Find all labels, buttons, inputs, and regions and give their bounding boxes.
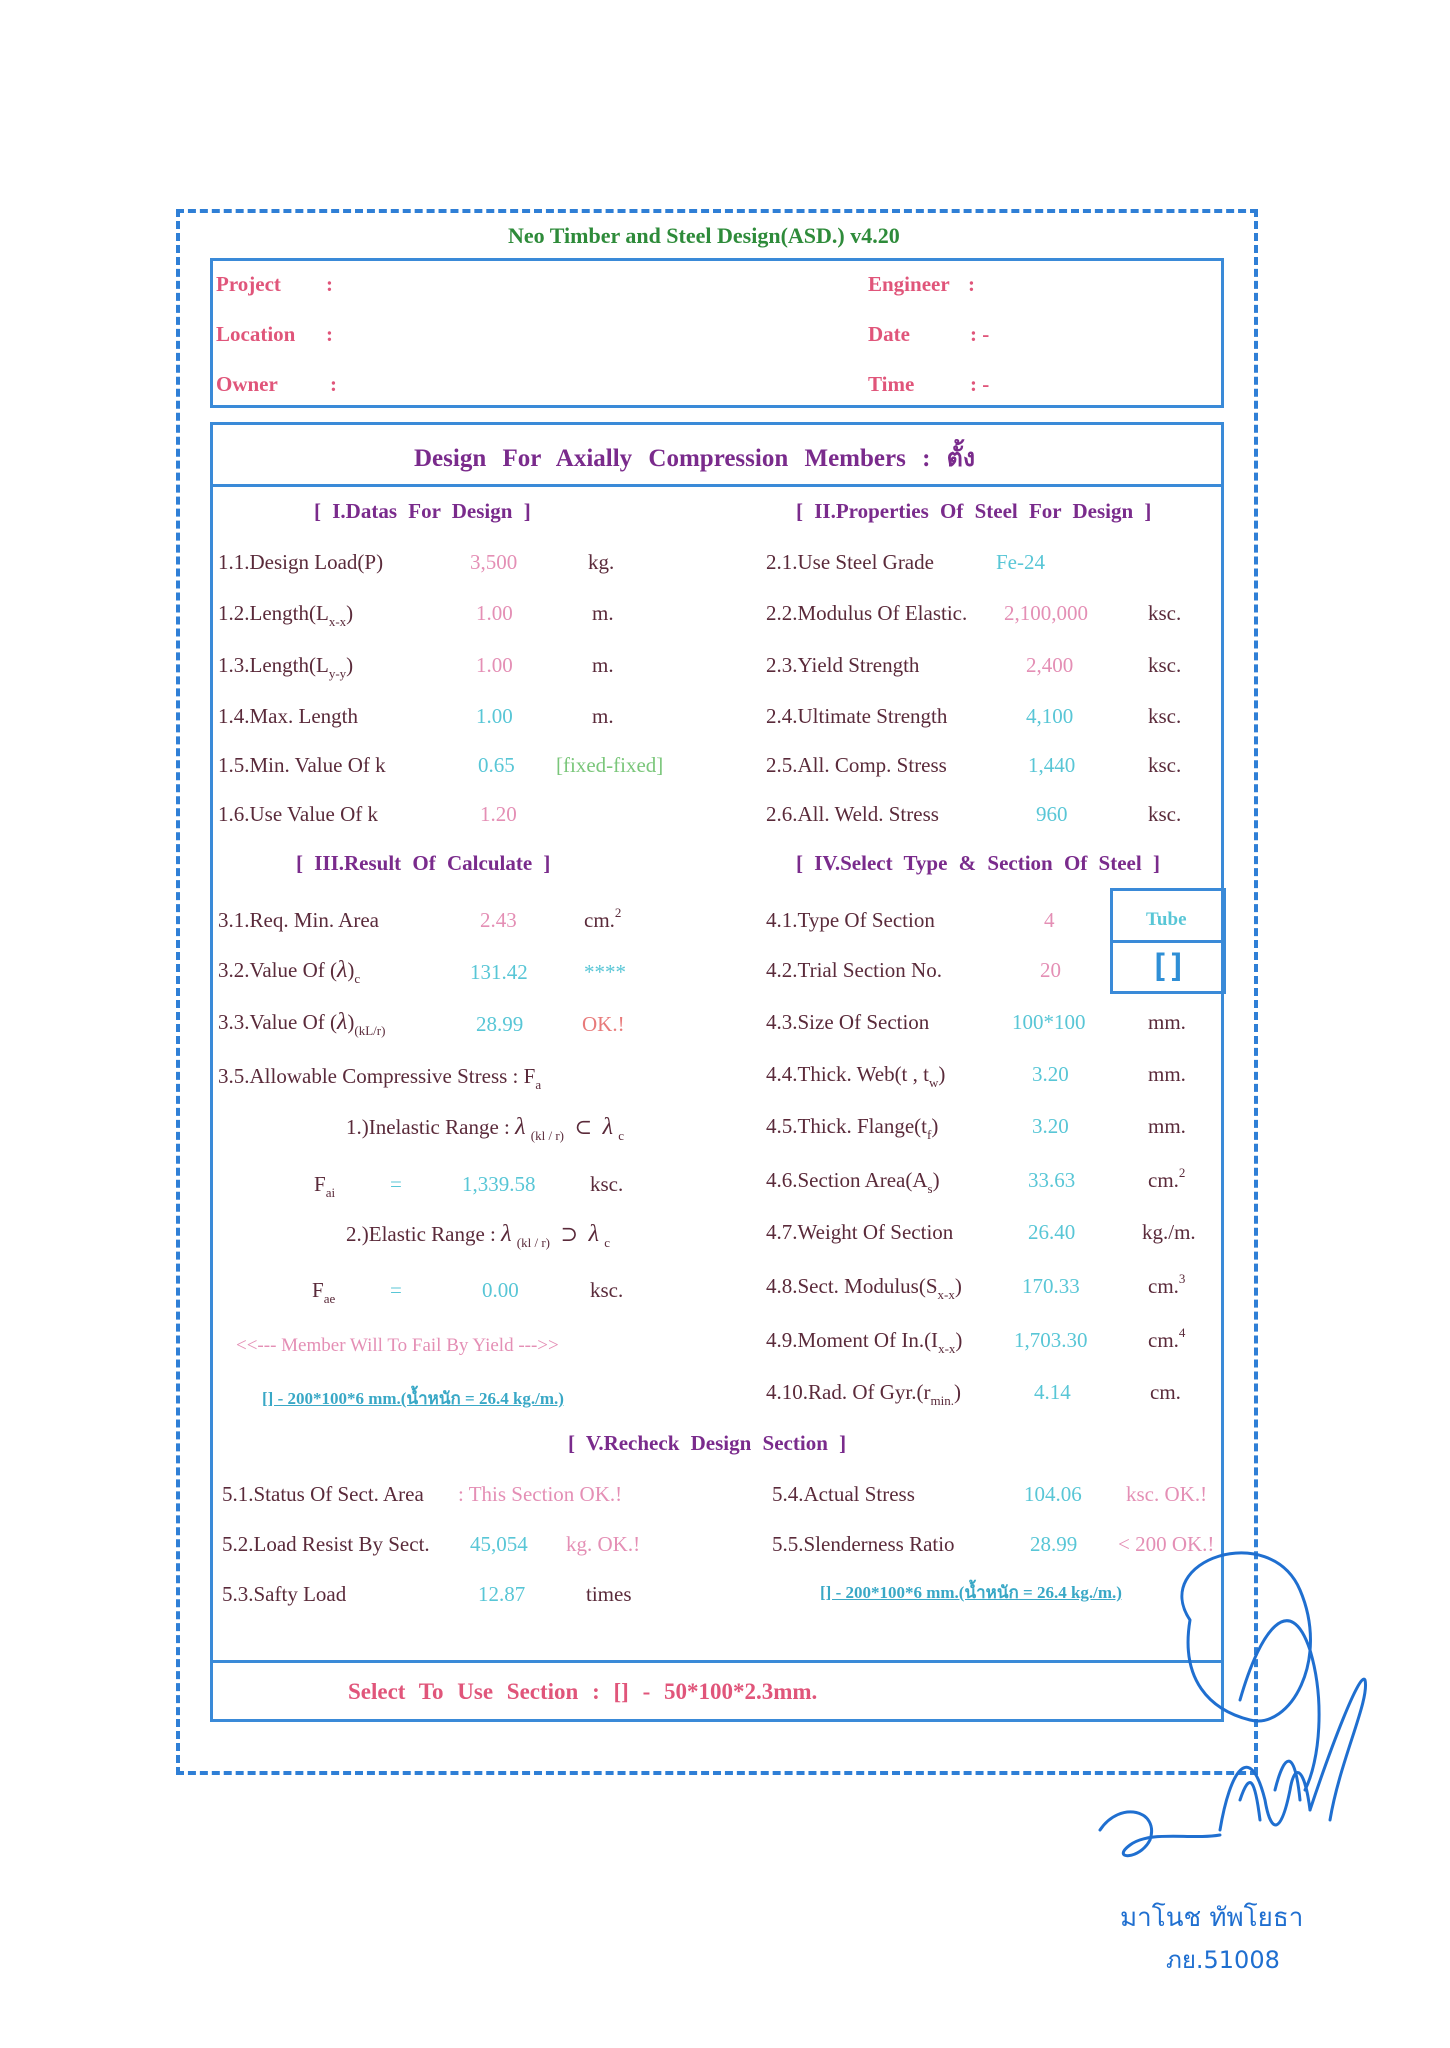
radius-gyration-value: 4.14 bbox=[1034, 1380, 1071, 1404]
signer-license: ภย.51008 bbox=[1166, 1946, 1280, 1974]
signer-name: มาโนช ทัพโยธา bbox=[1120, 1903, 1304, 1933]
tube-section-icon: [] bbox=[1150, 947, 1185, 985]
slenderness-value: 28.99 bbox=[1030, 1532, 1078, 1556]
lambda-klr-value: 28.99 bbox=[476, 1012, 524, 1036]
elastic-range-label: 2.)Elastic Range : λ $_{(kl / r)}$ ⊃ λ $_c$ bbox=[346, 1221, 611, 1250]
length-yy-unit: m. bbox=[592, 653, 614, 677]
fai-unit: ksc. bbox=[590, 1172, 624, 1196]
safety-load-label: 5.3.Safty Load bbox=[222, 1582, 347, 1606]
trial-section-value: 20 bbox=[1040, 958, 1061, 982]
thick-web-label: 4.4.Thick. Web(t , $t_w$) bbox=[766, 1062, 946, 1090]
size-of-section-value: 100*100 bbox=[1012, 1010, 1086, 1034]
sect-modulus-label: 4.8.Sect. $Modulus(S_{x-x})$ bbox=[766, 1274, 962, 1302]
type-of-section-label: 4.1.Type Of Section bbox=[766, 908, 935, 932]
weld-stress-unit: ksc. bbox=[1148, 802, 1182, 826]
steel-grade-label: 2.1.Use Steel Grade bbox=[766, 550, 934, 574]
length-yy-label: $1.3.Length(L_{y-y})$ bbox=[218, 653, 354, 681]
trial-section-label: 4.2.Trial Section No. bbox=[766, 958, 942, 982]
section-type-name: Tube bbox=[1146, 909, 1187, 930]
location-sep: : bbox=[326, 322, 333, 346]
safety-load-value: 12.87 bbox=[478, 1582, 526, 1606]
yield-strength-value: 2,400 bbox=[1026, 653, 1074, 677]
section-area-label: 4.6.Section $Area(A_s)$ bbox=[766, 1168, 940, 1196]
size-of-section-label: 4.3.Size Of Section bbox=[766, 1010, 930, 1034]
fae-eq: = bbox=[390, 1278, 402, 1302]
thick-web-unit: mm. bbox=[1148, 1062, 1186, 1086]
result-section-link[interactable]: [] - 200*100*6 mm.(น้ำหนัก = 26.4 kg./m.) bbox=[262, 1389, 564, 1408]
max-length-unit: m. bbox=[592, 704, 614, 728]
select-section-line: Select To Use Section : [] - 50*100*2.3mm. bbox=[348, 1679, 818, 1704]
fae-label: $F_{ae}$ bbox=[312, 1278, 336, 1306]
load-resist-unit: kg. OK.! bbox=[566, 1532, 641, 1556]
fai-label: $F_{ai}$ bbox=[314, 1172, 336, 1200]
radius-gyration-unit: cm. bbox=[1150, 1380, 1181, 1404]
fail-message: <<--- Member Will To Fail By Yield --->> bbox=[236, 1335, 559, 1356]
fai-value: 1,339.58 bbox=[462, 1172, 536, 1196]
min-k-value: 0.65 bbox=[478, 753, 515, 777]
section-datas-heading: [ I.Datas For Design ] bbox=[314, 499, 531, 523]
min-k-note: [fixed-fixed] bbox=[556, 753, 664, 777]
status-area-value: : This Section OK.! bbox=[458, 1482, 623, 1506]
moment-inertia-unit: cm.$^4$ bbox=[1148, 1325, 1186, 1352]
weld-stress-label: 2.6.All. Weld. Stress bbox=[766, 802, 939, 826]
header-box bbox=[210, 258, 1224, 408]
design-load-label: 1.1.Design Load(P) bbox=[218, 550, 384, 574]
app-title: Neo Timber and Steel Design(ASD.) v4.20 bbox=[508, 223, 900, 248]
lambda-c-label: 3.2.Value Of $(\lambda)_c$ bbox=[218, 957, 361, 986]
modulus-unit: ksc. bbox=[1148, 601, 1182, 625]
thick-flange-value: 3.20 bbox=[1032, 1114, 1069, 1138]
req-min-area-label: 3.1.Req. Min. Area bbox=[218, 908, 379, 932]
size-of-section-unit: mm. bbox=[1148, 1010, 1186, 1034]
recheck-section-link[interactable]: [] - 200*100*6 mm.(น้ำหนัก = 26.4 kg./m.) bbox=[820, 1583, 1122, 1602]
moment-inertia-label: 4.9.Moment Of $In.(I_{x-x})$ bbox=[766, 1328, 963, 1356]
length-xx-label: $1.2.Length(L_{x-x})$ bbox=[218, 601, 354, 629]
owner-sep: : bbox=[330, 372, 337, 396]
design-load-value: 3,500 bbox=[470, 550, 518, 574]
date-label: Date bbox=[868, 322, 910, 346]
sect-modulus-value: 170.33 bbox=[1022, 1274, 1080, 1298]
weight-of-section-value: 26.40 bbox=[1028, 1220, 1076, 1244]
max-length-value: 1.00 bbox=[476, 704, 513, 728]
moment-inertia-value: 1,703.30 bbox=[1014, 1328, 1088, 1352]
fae-unit: ksc. bbox=[590, 1278, 624, 1302]
status-area-label: 5.1.Status Of Sect. Area bbox=[222, 1482, 424, 1506]
length-yy-value: 1.00 bbox=[476, 653, 513, 677]
engineer-sep: : bbox=[968, 272, 975, 296]
weld-stress-value: 960 bbox=[1036, 802, 1068, 826]
fae-value: 0.00 bbox=[482, 1278, 519, 1302]
actual-stress-status: ksc. OK.! bbox=[1126, 1482, 1208, 1506]
ultimate-strength-label: 2.4.Ultimate Strength bbox=[766, 704, 948, 728]
inelastic-range-label: 1.)Inelastic Range : λ $_{(kl / r)}$ ⊂ λ $_c$ bbox=[346, 1114, 625, 1143]
design-title: Design For Axially Compression Members : ตั้ง bbox=[414, 445, 976, 472]
time-value: : - bbox=[970, 372, 990, 396]
date-value: : - bbox=[970, 322, 990, 346]
steel-grade-value: Fe-24 bbox=[996, 550, 1045, 574]
length-xx-value: 1.00 bbox=[476, 601, 513, 625]
section-result-heading: [ III.Result Of Calculate ] bbox=[296, 851, 551, 875]
location-label: Location bbox=[216, 322, 296, 346]
req-min-area-unit: cm.$^2$ bbox=[584, 905, 622, 932]
section-area-unit: cm.$^2$ bbox=[1148, 1165, 1186, 1192]
actual-stress-label: 5.4.Actual Stress bbox=[772, 1482, 915, 1506]
thick-flange-label: 4.5.Thick. $Flange(t_f)$ bbox=[766, 1114, 939, 1142]
ultimate-strength-value: 4,100 bbox=[1026, 704, 1074, 728]
title-divider bbox=[210, 484, 1224, 487]
safety-load-unit: times bbox=[586, 1582, 632, 1606]
thick-flange-unit: mm. bbox=[1148, 1114, 1186, 1138]
length-xx-unit: m. bbox=[592, 601, 614, 625]
section-area-value: 33.63 bbox=[1028, 1168, 1076, 1192]
max-length-label: 1.4.Max. Length bbox=[218, 704, 358, 728]
min-k-label: 1.5.Min. Value Of k bbox=[218, 753, 386, 777]
type-of-section-value: 4 bbox=[1044, 908, 1055, 932]
load-resist-value: 45,054 bbox=[470, 1532, 528, 1556]
lambda-klr-label: 3.3.Value Of $(\lambda)_{(kL/r)}$ bbox=[218, 1009, 386, 1038]
sect-modulus-unit: cm.$^3$ bbox=[1148, 1271, 1186, 1298]
use-k-value: 1.20 bbox=[480, 802, 517, 826]
time-label: Time bbox=[868, 372, 915, 396]
slenderness-status: < 200 OK.! bbox=[1118, 1532, 1215, 1556]
section-type-divider bbox=[1110, 940, 1226, 943]
yield-strength-label: 2.3.Yield Strength bbox=[766, 653, 920, 677]
fai-eq: = bbox=[390, 1172, 402, 1196]
lambda-c-note: **** bbox=[584, 960, 626, 984]
yield-strength-unit: ksc. bbox=[1148, 653, 1182, 677]
weight-of-section-unit: kg./m. bbox=[1142, 1220, 1196, 1244]
comp-stress-unit: ksc. bbox=[1148, 753, 1182, 777]
actual-stress-value: 104.06 bbox=[1024, 1482, 1082, 1506]
modulus-label: 2.2.Modulus Of Elastic. bbox=[766, 601, 968, 625]
comp-stress-value: 1,440 bbox=[1028, 753, 1076, 777]
project-label: Project bbox=[216, 272, 281, 296]
design-load-unit: kg. bbox=[588, 550, 615, 574]
radius-gyration-label: 4.10.Rad. Of $Gyr.(r_{min.})$ bbox=[766, 1380, 961, 1408]
load-resist-label: 5.2.Load Resist By Sect. bbox=[222, 1532, 430, 1556]
section-properties-heading: [ II.Properties Of Steel For Design ] bbox=[796, 499, 1152, 523]
section-recheck-heading: [ V.Recheck Design Section ] bbox=[568, 1431, 847, 1455]
thick-web-value: 3.20 bbox=[1032, 1062, 1069, 1086]
owner-label: Owner bbox=[216, 372, 278, 396]
comp-stress-label: 2.5.All. Comp. Stress bbox=[766, 753, 947, 777]
req-min-area-value: 2.43 bbox=[480, 908, 517, 932]
modulus-value: 2,100,000 bbox=[1004, 601, 1088, 625]
section-select-heading: [ IV.Select Type & Section Of Steel ] bbox=[796, 851, 1160, 875]
signature-scribble bbox=[1090, 1500, 1380, 1880]
ultimate-strength-unit: ksc. bbox=[1148, 704, 1182, 728]
lambda-klr-status: OK.! bbox=[582, 1012, 625, 1036]
allowable-stress-label: 3.5.Allowable Compressive Stress : $F_a$ bbox=[218, 1064, 542, 1092]
slenderness-label: 5.5.Slenderness Ratio bbox=[772, 1532, 955, 1556]
weight-of-section-label: 4.7.Weight Of Section bbox=[766, 1220, 954, 1244]
engineer-label: Engineer bbox=[868, 272, 950, 296]
lambda-c-value: 131.42 bbox=[470, 960, 528, 984]
select-divider bbox=[210, 1660, 1224, 1663]
project-sep: : bbox=[326, 272, 333, 296]
use-k-label: 1.6.Use Value Of k bbox=[218, 802, 379, 826]
